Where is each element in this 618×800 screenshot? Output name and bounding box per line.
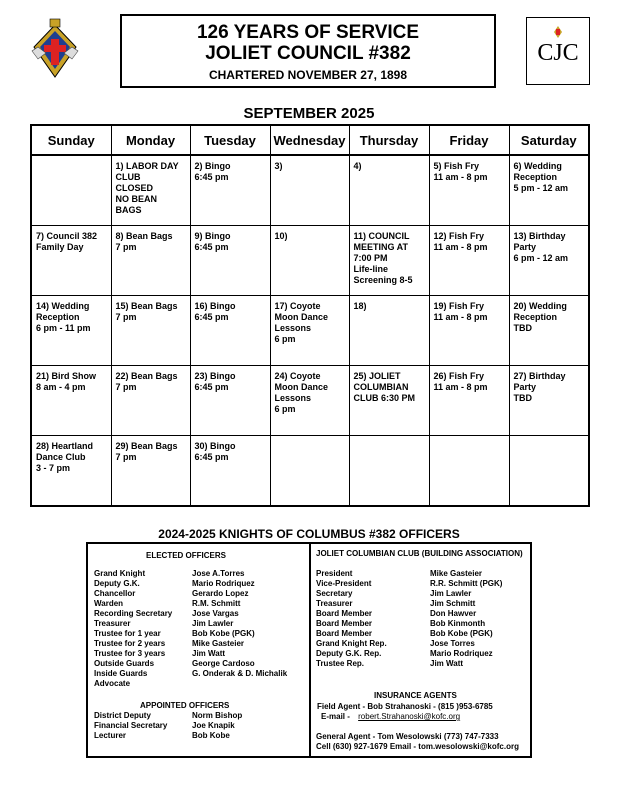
day-cell: 5) Fish Fry 11 am - 8 pm bbox=[429, 155, 509, 226]
officer-role: Board Member bbox=[316, 629, 373, 638]
insurance-title: INSURANCE AGENTS bbox=[374, 691, 457, 700]
officer-row bbox=[94, 629, 287, 639]
svg-text:CJC: CJC bbox=[537, 40, 579, 66]
title-line-2: JOLIET COUNCIL #382 bbox=[205, 43, 411, 64]
officer-name: Bob Kobe bbox=[192, 731, 230, 740]
officer-name: Jim Schmitt bbox=[430, 599, 476, 608]
day-cell: 7) Council 382 Family Day bbox=[31, 226, 111, 296]
officer-name: Jose Vargas bbox=[192, 609, 239, 618]
day-cell: 14) Wedding Reception 6 pm - 11 pm bbox=[31, 296, 111, 366]
calendar-week bbox=[31, 155, 589, 226]
day-cell: 8) Bean Bags 7 pm bbox=[111, 226, 190, 296]
day-cell bbox=[509, 436, 589, 507]
officer-row bbox=[94, 639, 287, 649]
officer-row bbox=[316, 589, 502, 599]
column-divider bbox=[309, 544, 311, 756]
officer-name: Jim Lawler bbox=[430, 589, 472, 598]
day-cell: 16) Bingo 6:45 pm bbox=[190, 296, 270, 366]
day-cell: 6) Wedding Reception 5 pm - 12 am bbox=[509, 155, 589, 226]
month-title: SEPTEMBER 2025 bbox=[243, 105, 375, 122]
field-agent-email-label: E-mail - bbox=[321, 712, 350, 721]
officer-row bbox=[94, 679, 287, 689]
officer-role: Grand Knight bbox=[94, 569, 146, 578]
officer-name: Jose A.Torres bbox=[192, 569, 245, 578]
weekday-saturday: Saturday bbox=[509, 125, 589, 155]
officer-name: Joe Knapik bbox=[192, 721, 235, 730]
officer-name: Gerardo Lopez bbox=[192, 589, 249, 598]
officer-role: Board Member bbox=[316, 609, 373, 618]
day-cell: 28) Heartland Dance Club 3 - 7 pm bbox=[31, 436, 111, 507]
day-cell: 22) Bean Bags 7 pm bbox=[111, 366, 190, 436]
weekday-thursday: Thursday bbox=[349, 125, 429, 155]
day-cell: 13) Birthday Party 6 pm - 12 am bbox=[509, 226, 589, 296]
officer-row bbox=[316, 629, 502, 639]
day-cell: 29) Bean Bags 7 pm bbox=[111, 436, 190, 507]
officer-role: Deputy G.K. bbox=[94, 579, 140, 588]
cjc-logo bbox=[526, 17, 590, 85]
day-cell: 10) bbox=[270, 226, 349, 296]
day-cell: 15) Bean Bags 7 pm bbox=[111, 296, 190, 366]
officer-row bbox=[94, 589, 287, 599]
day-cell: 21) Bird Show 8 am - 4 pm bbox=[31, 366, 111, 436]
officer-row bbox=[316, 639, 502, 649]
day-cell bbox=[429, 436, 509, 507]
day-cell bbox=[31, 155, 111, 226]
officer-role: President bbox=[316, 569, 353, 578]
officer-role: Recording Secretary bbox=[94, 609, 173, 618]
officer-name: Mike Gasteier bbox=[430, 569, 483, 578]
officer-row bbox=[94, 619, 287, 629]
elected-officers-title: ELECTED OFFICERS bbox=[146, 551, 227, 560]
officer-row bbox=[316, 569, 502, 579]
officer-role: Lecturer bbox=[94, 731, 127, 740]
day-cell: 1) LABOR DAY CLUB CLOSED NO BEAN BAGS bbox=[111, 155, 190, 226]
officer-role: Trustee for 2 years bbox=[94, 639, 166, 648]
officer-row bbox=[316, 609, 502, 619]
officer-role: Secretary bbox=[316, 589, 353, 598]
weekday-monday: Monday bbox=[111, 125, 190, 155]
officer-name: Bob Kinmonth bbox=[430, 619, 486, 628]
club-title: JOLIET COLUMBIAN CLUB (BUILDING ASSOCIATION) bbox=[316, 549, 523, 558]
officer-name: Norm Bishop bbox=[192, 711, 243, 720]
title-block bbox=[120, 14, 496, 88]
officer-row bbox=[94, 569, 287, 579]
officer-role: Board Member bbox=[316, 619, 373, 628]
officer-row bbox=[94, 649, 287, 659]
officer-name: George Cardoso bbox=[192, 659, 255, 668]
day-cell bbox=[270, 436, 349, 507]
day-cell: 24) Coyote Moon Dance Lessons 6 pm bbox=[270, 366, 349, 436]
general-agent-contact: Cell (630) 927-1679 Email - tom.wesolowski@kofc.org bbox=[316, 742, 519, 751]
elected-officers-list bbox=[94, 569, 287, 689]
weekday-wednesday: Wednesday bbox=[270, 125, 349, 155]
day-cell: 26) Fish Fry 11 am - 8 pm bbox=[429, 366, 509, 436]
calendar-week bbox=[31, 296, 589, 366]
officer-role: Trustee for 3 years bbox=[94, 649, 166, 658]
officer-row bbox=[94, 731, 242, 741]
field-agent-email-row bbox=[321, 712, 460, 721]
officer-name: Jim Lawler bbox=[192, 619, 234, 628]
officer-row bbox=[94, 609, 287, 619]
officer-name: Bob Kobe (PGK) bbox=[430, 629, 493, 638]
officer-role: Grand Knight Rep. bbox=[316, 639, 387, 648]
officers-title: 2024-2025 KNIGHTS OF COLUMBUS #382 OFFICERS bbox=[158, 527, 460, 541]
officer-row bbox=[316, 619, 502, 629]
kofc-emblem-icon bbox=[24, 17, 86, 85]
weekday-tuesday: Tuesday bbox=[190, 125, 270, 155]
weekday-friday: Friday bbox=[429, 125, 509, 155]
club-officers-list bbox=[316, 569, 502, 669]
day-cell: 12) Fish Fry 11 am - 8 pm bbox=[429, 226, 509, 296]
officer-name: Don Hawver bbox=[430, 609, 477, 618]
officer-row bbox=[94, 721, 242, 731]
weekday-sunday: Sunday bbox=[31, 125, 111, 155]
day-cell: 17) Coyote Moon Dance Lessons 6 pm bbox=[270, 296, 349, 366]
day-cell bbox=[349, 436, 429, 507]
calendar-table bbox=[30, 124, 590, 507]
officer-row bbox=[94, 711, 242, 721]
title-line-1: 126 YEARS OF SERVICE bbox=[196, 22, 420, 43]
calendar-week bbox=[31, 436, 589, 507]
officer-row bbox=[316, 659, 502, 669]
officer-name: Bob Kobe (PGK) bbox=[192, 629, 255, 638]
officer-name: Jose Torres bbox=[430, 639, 475, 648]
chartered-date: CHARTERED NOVEMBER 27, 1898 bbox=[208, 68, 408, 82]
officer-name: R.M. Schmitt bbox=[192, 599, 241, 608]
officer-row bbox=[94, 579, 287, 589]
officer-role: Treasurer bbox=[94, 619, 131, 628]
officer-row bbox=[94, 669, 287, 679]
general-agent: General Agent - Tom Wesolowski (773) 747-7333 bbox=[316, 732, 499, 741]
day-cell: 2) Bingo 6:45 pm bbox=[190, 155, 270, 226]
day-cell: 20) Wedding Reception TBD bbox=[509, 296, 589, 366]
officer-role: Advocate bbox=[94, 679, 131, 688]
day-cell: 27) Birthday Party TBD bbox=[509, 366, 589, 436]
officer-name: Mario Rodriquez bbox=[430, 649, 493, 658]
officer-row bbox=[94, 659, 287, 669]
day-cell: 4) bbox=[349, 155, 429, 226]
officer-name: R.R. Schmitt (PGK) bbox=[430, 579, 503, 588]
officer-name: Mario Rodriquez bbox=[192, 579, 255, 588]
day-cell: 19) Fish Fry 11 am - 8 pm bbox=[429, 296, 509, 366]
officer-role: Chancellor bbox=[94, 589, 136, 598]
day-cell: 3) bbox=[270, 155, 349, 226]
day-cell: 30) Bingo 6:45 pm bbox=[190, 436, 270, 507]
officer-row bbox=[316, 579, 502, 589]
officer-row bbox=[316, 649, 502, 659]
officer-name: Mike Gasteier bbox=[192, 639, 245, 648]
officer-role: Warden bbox=[94, 599, 124, 608]
officer-role: Financial Secretary bbox=[94, 721, 168, 730]
officer-name: G. Onderak & D. Michalik bbox=[192, 669, 288, 678]
officer-row bbox=[94, 599, 287, 609]
officer-role: Vice-President bbox=[316, 579, 372, 588]
officer-role: Inside Guards bbox=[94, 669, 148, 678]
officer-name: Jim Watt bbox=[430, 659, 464, 668]
officer-row bbox=[316, 599, 502, 609]
appointed-officers-list bbox=[94, 711, 242, 741]
field-agent: Field Agent - Bob Strahanoski - (815 )953-6785 bbox=[317, 702, 493, 711]
officer-role: Treasurer bbox=[316, 599, 353, 608]
officer-role: Outside Guards bbox=[94, 659, 155, 668]
calendar-week bbox=[31, 366, 589, 436]
officer-role: Trustee for 1 year bbox=[94, 629, 161, 638]
calendar-week bbox=[31, 226, 589, 296]
day-cell: 23) Bingo 6:45 pm bbox=[190, 366, 270, 436]
appointed-officers-title: APPOINTED OFFICERS bbox=[140, 701, 230, 710]
officer-role: Trustee Rep. bbox=[316, 659, 365, 668]
day-cell: 9) Bingo 6:45 pm bbox=[190, 226, 270, 296]
officer-role: Deputy G.K. Rep. bbox=[316, 649, 382, 658]
weekday-header bbox=[31, 125, 589, 155]
officers-box bbox=[86, 542, 532, 758]
field-agent-email[interactable]: robert.Strahanoski@kofc.org bbox=[358, 712, 461, 721]
officer-name: Jim Watt bbox=[192, 649, 226, 658]
day-cell: 11) COUNCIL MEETING AT 7:00 PM Life-line Screening 8-5 bbox=[349, 226, 429, 296]
officer-role: District Deputy bbox=[94, 711, 151, 720]
day-cell: 18) bbox=[349, 296, 429, 366]
day-cell: 25) JOLIET COLUMBIAN CLUB 6:30 PM bbox=[349, 366, 429, 436]
